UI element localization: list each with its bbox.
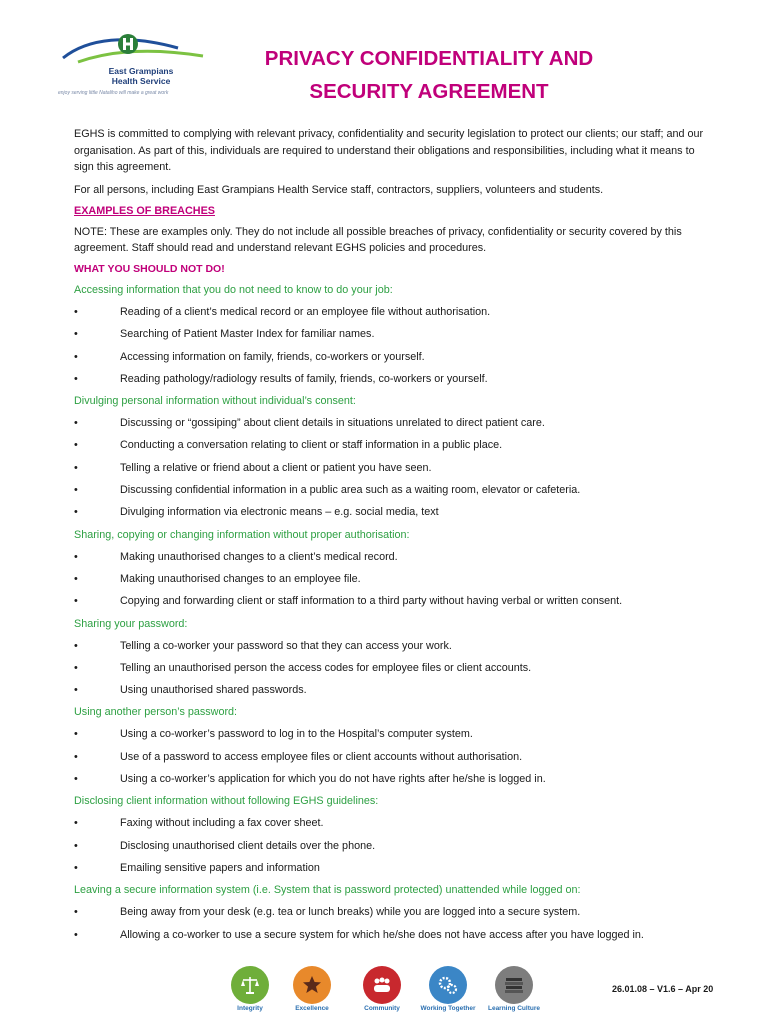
section-heading: Leaving a secure information system (i.e. System that is password protected) unattended while logged on: bbox=[74, 884, 581, 897]
list-item-text: Reading pathology/radiology results of family, friends, co-workers or yourself. bbox=[120, 372, 488, 385]
breach-section bbox=[74, 883, 704, 942]
list-item bbox=[74, 572, 704, 586]
breach-section bbox=[74, 283, 704, 386]
list-item bbox=[74, 750, 704, 764]
list-item bbox=[74, 594, 704, 608]
note-paragraph: NOTE: These are examples only. They do not include all possible breaches of privacy, confidentiality or security covered by this agreement. Staff should read and understand relevant EGHS policies and procedures. bbox=[74, 226, 682, 254]
list-item-text: Reading of a client’s medical record or an employee file without authorisation. bbox=[120, 306, 491, 318]
list-item bbox=[74, 483, 704, 497]
star-icon bbox=[293, 966, 331, 1004]
list-item bbox=[74, 639, 704, 653]
list-item bbox=[74, 461, 704, 475]
page-title bbox=[230, 42, 628, 108]
bullet-icon: • bbox=[74, 750, 78, 763]
bullet-list bbox=[74, 550, 704, 609]
list-item bbox=[74, 816, 704, 830]
people-icon bbox=[363, 966, 401, 1004]
list-item-text: Emailing sensitive papers and information bbox=[120, 861, 320, 874]
bullet-icon: • bbox=[74, 439, 78, 452]
value-badge bbox=[220, 962, 280, 1012]
list-item-text: Making unauthorised changes to an employee file. bbox=[120, 572, 361, 585]
list-item-text: Telling a co-worker your password so that they can access your work. bbox=[120, 639, 452, 652]
list-item-text: Divulging information via electronic means – e.g. social media, text bbox=[120, 506, 439, 519]
logo-org-name-line2: Health Service bbox=[111, 76, 171, 86]
list-item-text: Searching of Patient Master Index for familiar names. bbox=[120, 328, 375, 341]
bullet-icon: • bbox=[74, 817, 78, 830]
list-item-text: Telling a relative or friend about a client or patient you have seen. bbox=[120, 461, 432, 474]
version-label: 26.01.08 – V1.6 – Apr 20 bbox=[612, 984, 714, 994]
list-item-text: Telling an unauthorised person the access codes for employee files or client accounts. bbox=[120, 661, 532, 674]
value-badge bbox=[484, 962, 544, 1012]
footer bbox=[0, 962, 770, 1024]
bullet-icon: • bbox=[74, 461, 78, 474]
bullet-icon: • bbox=[74, 684, 78, 697]
logo-org-name-line1: East Grampians bbox=[108, 66, 174, 76]
list-item-text: Using a co-worker’s password to log in to the Hospital’s computer system. bbox=[120, 728, 473, 741]
section-heading: Disclosing client information without following EGHS guidelines: bbox=[74, 795, 379, 808]
bullet-icon: • bbox=[74, 595, 78, 608]
eghs-logo bbox=[58, 30, 208, 102]
list-item bbox=[74, 661, 704, 675]
bullet-icon: • bbox=[74, 306, 78, 318]
bullet-icon: • bbox=[74, 928, 78, 941]
list-item bbox=[74, 861, 704, 875]
books-icon bbox=[495, 966, 533, 1004]
breach-section bbox=[74, 528, 704, 609]
bullet-list bbox=[74, 416, 704, 519]
list-item-text: Disclosing unauthorised client details over the phone. bbox=[120, 839, 376, 852]
list-item-text: Use of a password to access employee files or client accounts without authorisation. bbox=[120, 750, 523, 763]
bullet-icon: • bbox=[74, 506, 78, 519]
bullet-icon: • bbox=[74, 906, 78, 919]
breach-section bbox=[74, 794, 704, 875]
list-item bbox=[74, 438, 704, 452]
breach-section bbox=[74, 394, 704, 519]
value-label: Integrity bbox=[237, 1005, 263, 1012]
value-label: Working Together bbox=[420, 1005, 476, 1012]
logo-tagline: enjoy serving little Nataliho will make a great work bbox=[58, 90, 169, 96]
value-label: Excellence bbox=[295, 1005, 329, 1012]
value-label: Learning Culture bbox=[487, 1005, 540, 1012]
bullet-list bbox=[74, 639, 704, 698]
logo-swoosh-icon bbox=[58, 30, 208, 70]
value-label: Community bbox=[364, 1005, 400, 1012]
list-item bbox=[74, 928, 704, 942]
bullet-icon: • bbox=[74, 572, 78, 585]
list-item bbox=[74, 305, 704, 319]
list-item bbox=[74, 839, 704, 853]
value-badge bbox=[282, 962, 342, 1012]
list-item bbox=[74, 416, 704, 430]
section-heading: Sharing your password: bbox=[74, 617, 188, 630]
list-item-text: Being away from your desk (e.g. tea or lunch breaks) while you are logged into a secure system. bbox=[120, 906, 581, 919]
scales-icon bbox=[231, 966, 269, 1004]
list-item-text: Faxing without including a fax cover sheet. bbox=[120, 817, 324, 830]
section-heading: Divulging personal information without individual’s consent: bbox=[74, 395, 356, 408]
intro-paragraph-1: EGHS is committed to complying with relevant privacy, confidentiality and security legislation to protect our clients; our staff; and our organisation. As part of this, individuals are required to understand their obligations and responsibilities, including what it means to sign this agreement. bbox=[74, 128, 704, 173]
bullet-icon: • bbox=[74, 484, 78, 497]
bullet-icon: • bbox=[74, 639, 78, 652]
intro-paragraph-2: For all persons, including East Grampians Health Service staff, contractors, suppliers, volunteers and students. bbox=[74, 183, 604, 196]
document-body bbox=[74, 126, 704, 950]
list-item bbox=[74, 550, 704, 564]
breach-sections bbox=[74, 283, 704, 942]
page-title-line2: SECURITY AGREEMENT bbox=[309, 80, 549, 103]
list-item bbox=[74, 772, 704, 786]
section-heading: Accessing information that you do not need to know to do your job: bbox=[74, 284, 393, 296]
list-item bbox=[74, 905, 704, 919]
bullet-icon: • bbox=[74, 773, 78, 786]
bullet-icon: • bbox=[74, 328, 78, 341]
bullet-icon: • bbox=[74, 550, 78, 563]
list-item bbox=[74, 683, 704, 697]
list-item-text: Discussing confidential information in a public area such as a waiting room, elevator or cafeteria. bbox=[120, 484, 581, 497]
logo-org-name bbox=[106, 66, 176, 86]
bullet-icon: • bbox=[74, 728, 78, 741]
gears-icon bbox=[429, 966, 467, 1004]
list-item-text: Making unauthorised changes to a client’s medical record. bbox=[120, 550, 398, 563]
bullet-icon: • bbox=[74, 661, 78, 674]
value-badge bbox=[352, 962, 412, 1012]
list-item-text: Using unauthorised shared passwords. bbox=[120, 684, 307, 697]
list-item-text: Using a co-worker’s application for which you do not have rights after he/she is logged in. bbox=[120, 773, 546, 786]
bullet-icon: • bbox=[74, 350, 78, 363]
list-item bbox=[74, 505, 704, 519]
page-title-line1: PRIVACY CONFIDENTIALITY AND bbox=[264, 47, 594, 70]
list-item bbox=[74, 372, 704, 386]
value-badge bbox=[418, 962, 478, 1012]
bullet-icon: • bbox=[74, 861, 78, 874]
bullet-icon: • bbox=[74, 417, 78, 430]
section-heading: Sharing, copying or changing information without proper authorisation: bbox=[74, 528, 410, 541]
list-item-text: Discussing or “gossiping” about client details in situations unrelated to direct patient care. bbox=[120, 417, 545, 430]
list-item-text: Allowing a co-worker to use a secure system for which he/she does not have access after you have logged in. bbox=[120, 928, 644, 941]
bullet-list bbox=[74, 727, 704, 786]
bullet-list bbox=[74, 905, 704, 942]
bullet-icon: • bbox=[74, 372, 78, 385]
list-item-text: Accessing information on family, friends, co-workers or yourself. bbox=[120, 350, 425, 363]
bullet-list bbox=[74, 816, 704, 875]
bullet-icon: • bbox=[74, 839, 78, 852]
breach-section bbox=[74, 617, 704, 698]
list-item bbox=[74, 327, 704, 341]
section-heading: Using another person’s password: bbox=[74, 706, 238, 719]
what-not-to-do-heading: WHAT YOU SHOULD NOT DO! bbox=[74, 263, 225, 275]
examples-of-breaches-heading: EXAMPLES OF BREACHES bbox=[74, 205, 215, 217]
breach-section bbox=[74, 705, 704, 786]
list-item-text: Copying and forwarding client or staff information to a third party without having verbal or written consent. bbox=[120, 595, 623, 608]
list-item bbox=[74, 350, 704, 364]
list-item-text: Conducting a conversation relating to client or staff information in a public place. bbox=[120, 439, 503, 452]
bullet-list bbox=[74, 305, 704, 386]
list-item bbox=[74, 727, 704, 741]
